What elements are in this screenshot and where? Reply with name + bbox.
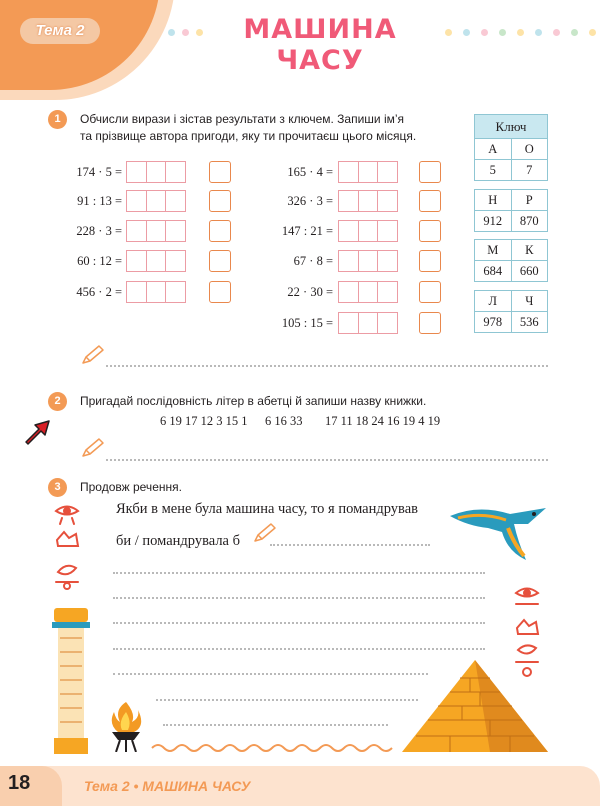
dot — [589, 29, 596, 36]
task1-text-line1: Обчисли вирази і зістав результати з ключем. Запиши ім’я — [80, 112, 405, 126]
page-title: МАШИНА ЧАСУ — [243, 14, 397, 76]
letter-code: 6 16 33 — [265, 414, 303, 428]
answer-line[interactable] — [156, 699, 418, 701]
task1-text-line2: та прізвище автора пригоди, яку ти прочитаєш цього місяця. — [80, 129, 417, 143]
letter-code: 6 19 17 12 3 15 1 — [160, 414, 248, 428]
answer-line[interactable] — [113, 673, 428, 675]
decorative-wave — [150, 742, 400, 754]
dot — [196, 29, 203, 36]
key-letter: К — [511, 240, 548, 261]
key-value: 870 — [511, 211, 548, 232]
task3-text: Продовж речення. — [80, 480, 182, 494]
answer-cells[interactable] — [338, 220, 397, 242]
answer-cells[interactable] — [126, 220, 185, 242]
dot — [182, 29, 189, 36]
key-block — [474, 290, 548, 333]
letter-box[interactable] — [419, 281, 441, 303]
key-block — [474, 189, 548, 232]
letter-box[interactable] — [209, 161, 231, 183]
footer-topic: Тема 2 • МАШИНА ЧАСУ — [84, 778, 251, 794]
expression: 456 · 2 = — [76, 285, 122, 299]
letter-box[interactable] — [209, 190, 231, 212]
answer-cells[interactable] — [126, 161, 185, 183]
key-block — [474, 114, 548, 181]
answer-line[interactable] — [270, 544, 430, 546]
dot — [463, 29, 470, 36]
answer-line[interactable] — [106, 365, 548, 367]
dot — [535, 29, 542, 36]
key-value: 978 — [475, 312, 512, 333]
answer-line[interactable] — [163, 724, 388, 726]
answer-line[interactable] — [113, 572, 485, 574]
expression: 60 : 12 = — [77, 254, 122, 268]
letter-box[interactable] — [209, 281, 231, 303]
dot — [553, 29, 560, 36]
topic-label: Тема 2 — [20, 18, 100, 44]
task2-number: 2 — [48, 392, 67, 411]
arrow-icon — [22, 416, 54, 446]
answer-cells[interactable] — [338, 190, 397, 212]
key-letter: Ч — [511, 291, 548, 312]
dot — [481, 29, 488, 36]
letter-box[interactable] — [209, 220, 231, 242]
expression: 22 · 30 = — [287, 285, 333, 299]
task3-number: 3 — [48, 478, 67, 497]
letter-box[interactable] — [419, 250, 441, 272]
hieroglyphs-left-icon — [52, 502, 82, 592]
answer-cells[interactable] — [338, 312, 397, 334]
answer-line[interactable] — [113, 597, 485, 599]
key-value: 684 — [475, 261, 512, 282]
answer-line[interactable] — [113, 648, 485, 650]
letter-code: 17 11 18 24 16 19 4 19 — [325, 414, 441, 428]
key-letter: О — [511, 139, 548, 160]
dot — [571, 29, 578, 36]
fire-bowl-icon — [108, 700, 144, 752]
key-value: 536 — [511, 312, 548, 333]
pencil-icon — [80, 344, 106, 366]
key-letter: Р — [511, 190, 548, 211]
letter-box[interactable] — [419, 220, 441, 242]
expression: 147 : 21 = — [281, 224, 333, 238]
key-title: Ключ — [474, 114, 548, 138]
key-letter: А — [475, 139, 512, 160]
key-value: 912 — [475, 211, 512, 232]
expression: 91 : 13 = — [77, 194, 122, 208]
letter-box[interactable] — [419, 161, 441, 183]
answer-line[interactable] — [113, 622, 485, 624]
expression: 105 : 15 = — [281, 316, 333, 330]
dot — [445, 29, 452, 36]
key-value: 5 — [475, 160, 512, 181]
bird-icon — [448, 498, 548, 570]
key-letter: Н — [475, 190, 512, 211]
key-block — [474, 239, 548, 282]
expression: 326 · 3 = — [287, 194, 333, 208]
page-number: 18 — [8, 772, 31, 794]
answer-cells[interactable] — [338, 161, 397, 183]
expression: 228 · 3 = — [76, 224, 122, 238]
pyramid-icon — [400, 658, 550, 754]
dot — [517, 29, 524, 36]
letter-box[interactable] — [419, 190, 441, 212]
answer-cells[interactable] — [126, 190, 185, 212]
sentence-continuation: би / помандрувала б — [116, 533, 241, 549]
key-letter: М — [475, 240, 512, 261]
header-tab — [0, 0, 160, 90]
pencil-icon — [80, 437, 106, 459]
answer-cells[interactable] — [338, 250, 397, 272]
letter-box[interactable] — [419, 312, 441, 334]
letter-box[interactable] — [209, 250, 231, 272]
dot — [168, 29, 175, 36]
key-value: 7 — [511, 160, 548, 181]
key-letter: Л — [475, 291, 512, 312]
answer-cells[interactable] — [126, 250, 185, 272]
expression: 165 · 4 = — [287, 165, 333, 179]
answer-line[interactable] — [106, 459, 548, 461]
pencil-icon — [252, 522, 278, 544]
answer-cells[interactable] — [126, 281, 185, 303]
dot — [499, 29, 506, 36]
column-icon — [50, 608, 92, 754]
expression: 67 · 8 = — [293, 254, 333, 268]
expression: 174 · 5 = — [76, 165, 122, 179]
task2-text: Пригадай послідовність літер в абетці й запиши назву книжки. — [80, 394, 427, 408]
task1-number: 1 — [48, 110, 67, 129]
key-value: 660 — [511, 261, 548, 282]
sentence-start: Якби в мене була машина часу, то я помандрував — [116, 501, 418, 517]
answer-cells[interactable] — [338, 281, 397, 303]
